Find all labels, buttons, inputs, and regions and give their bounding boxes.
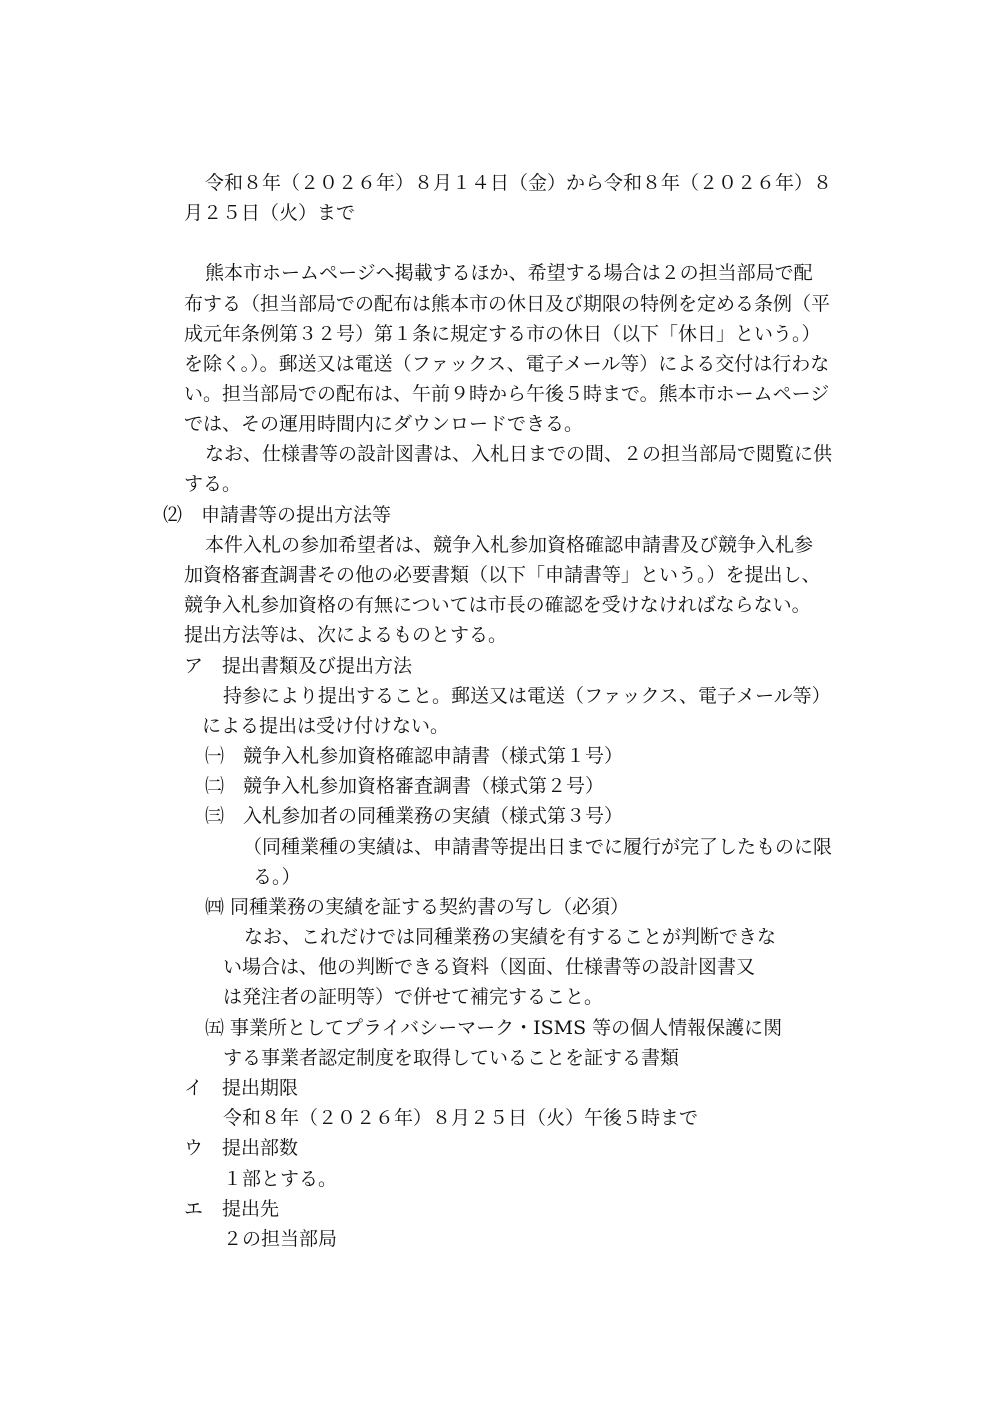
item-u-body: １部とする。 [223,1168,338,1190]
item-e-body: ２の担当部局 [223,1228,338,1250]
item-a-heading: ア 提出書類及び提出方法 [184,655,413,677]
doc-item-4-note-line-2: い場合は、他の判断できる資料（図面、仕様書等の設計図書又 [223,956,756,978]
item-a-body-line-2: による提出は受け付けない。 [202,715,450,737]
section-body-line-1: 本件入札の参加希望者は、競争入札参加資格確認申請書及び競争入札参 [205,534,814,556]
doc-item-3-note-line-2: る。） [253,866,301,888]
period-line-2: 月２５日（火）まで [184,202,356,224]
doc-item-4-note-line-1: なお、これだけでは同種業務の実績を有することが判断できな [244,926,777,948]
doc-item-1: ㈠ 競争入札参加資格確認申請書（様式第１号） [205,745,624,767]
doc-item-3-note-line-1: （同種業種の実績は、申請書等提出日までに履行が完了したものに限 [243,836,833,858]
doc-item-4-note-line-3: は発注者の証明等）で併せて補完すること。 [223,986,604,1008]
item-e-heading: エ 提出先 [184,1198,280,1220]
distribution-line-5: い。担当部局での配布は、午前９時から午後５時まで。熊本市ホームページ [184,383,830,405]
distribution-line-3: 成元年条例第３２号）第１条に規定する市の休日（以下「休日」という。） [184,323,821,345]
item-a-body-line-1: 持参により提出すること。郵送又は電送（ファックス、電子メール等） [223,685,831,707]
distribution-line-2: 布する（担当部局での配布は熊本市の休日及び期限の特例を定める条例（平 [184,293,831,315]
doc-item-5-line-1: ㈤ 事業所としてプライバシーマーク・ISMS 等の個人情報保護に関 [205,1017,783,1039]
period-line-1: 令和８年（２０２６年）８月１４日（金）から令和８年（２０２６年）８ [205,172,833,194]
distribution-line-6: では、その運用時間内にダウンロードできる。 [184,413,584,435]
section-heading: ⑵ 申請書等の提出方法等 [163,504,392,526]
item-i-heading: イ 提出期限 [184,1077,299,1099]
doc-item-4: ㈣ 同種業務の実績を証する契約書の写し（必須） [205,896,630,918]
inspection-line-2: する。 [184,473,242,495]
item-i-body: 令和８年（２０２６年）８月２５日（火）午後５時まで [223,1107,699,1129]
section-body-line-4: 提出方法等は、次によるものとする。 [184,624,508,646]
inspection-line-1: なお、仕様書等の設計図書は、入札日までの間、２の担当部局で閲覧に供 [205,443,833,465]
distribution-line-4: を除く。）。郵送又は電送（ファックス、電子メール等）による交付は行わな [184,353,830,375]
doc-item-5-line-2: する事業者認定制度を取得していることを証する書類 [223,1047,680,1069]
section-body-line-2: 加資格審査調書その他の必要書類（以下「申請書等」という。）を提出し、 [184,564,821,586]
distribution-line-1: 熊本市ホームページへ掲載するほか、希望する場合は２の担当部局で配 [205,262,813,284]
item-u-heading: ウ 提出部数 [184,1137,299,1159]
doc-item-2: ㈡ 競争入札参加資格審査調書（様式第２号） [205,775,605,797]
doc-item-3: ㈢ 入札参加者の同種業務の実績（様式第３号） [205,805,624,827]
section-body-line-3: 競争入札参加資格の有無については市長の確認を受けなければならない。 [184,594,811,616]
